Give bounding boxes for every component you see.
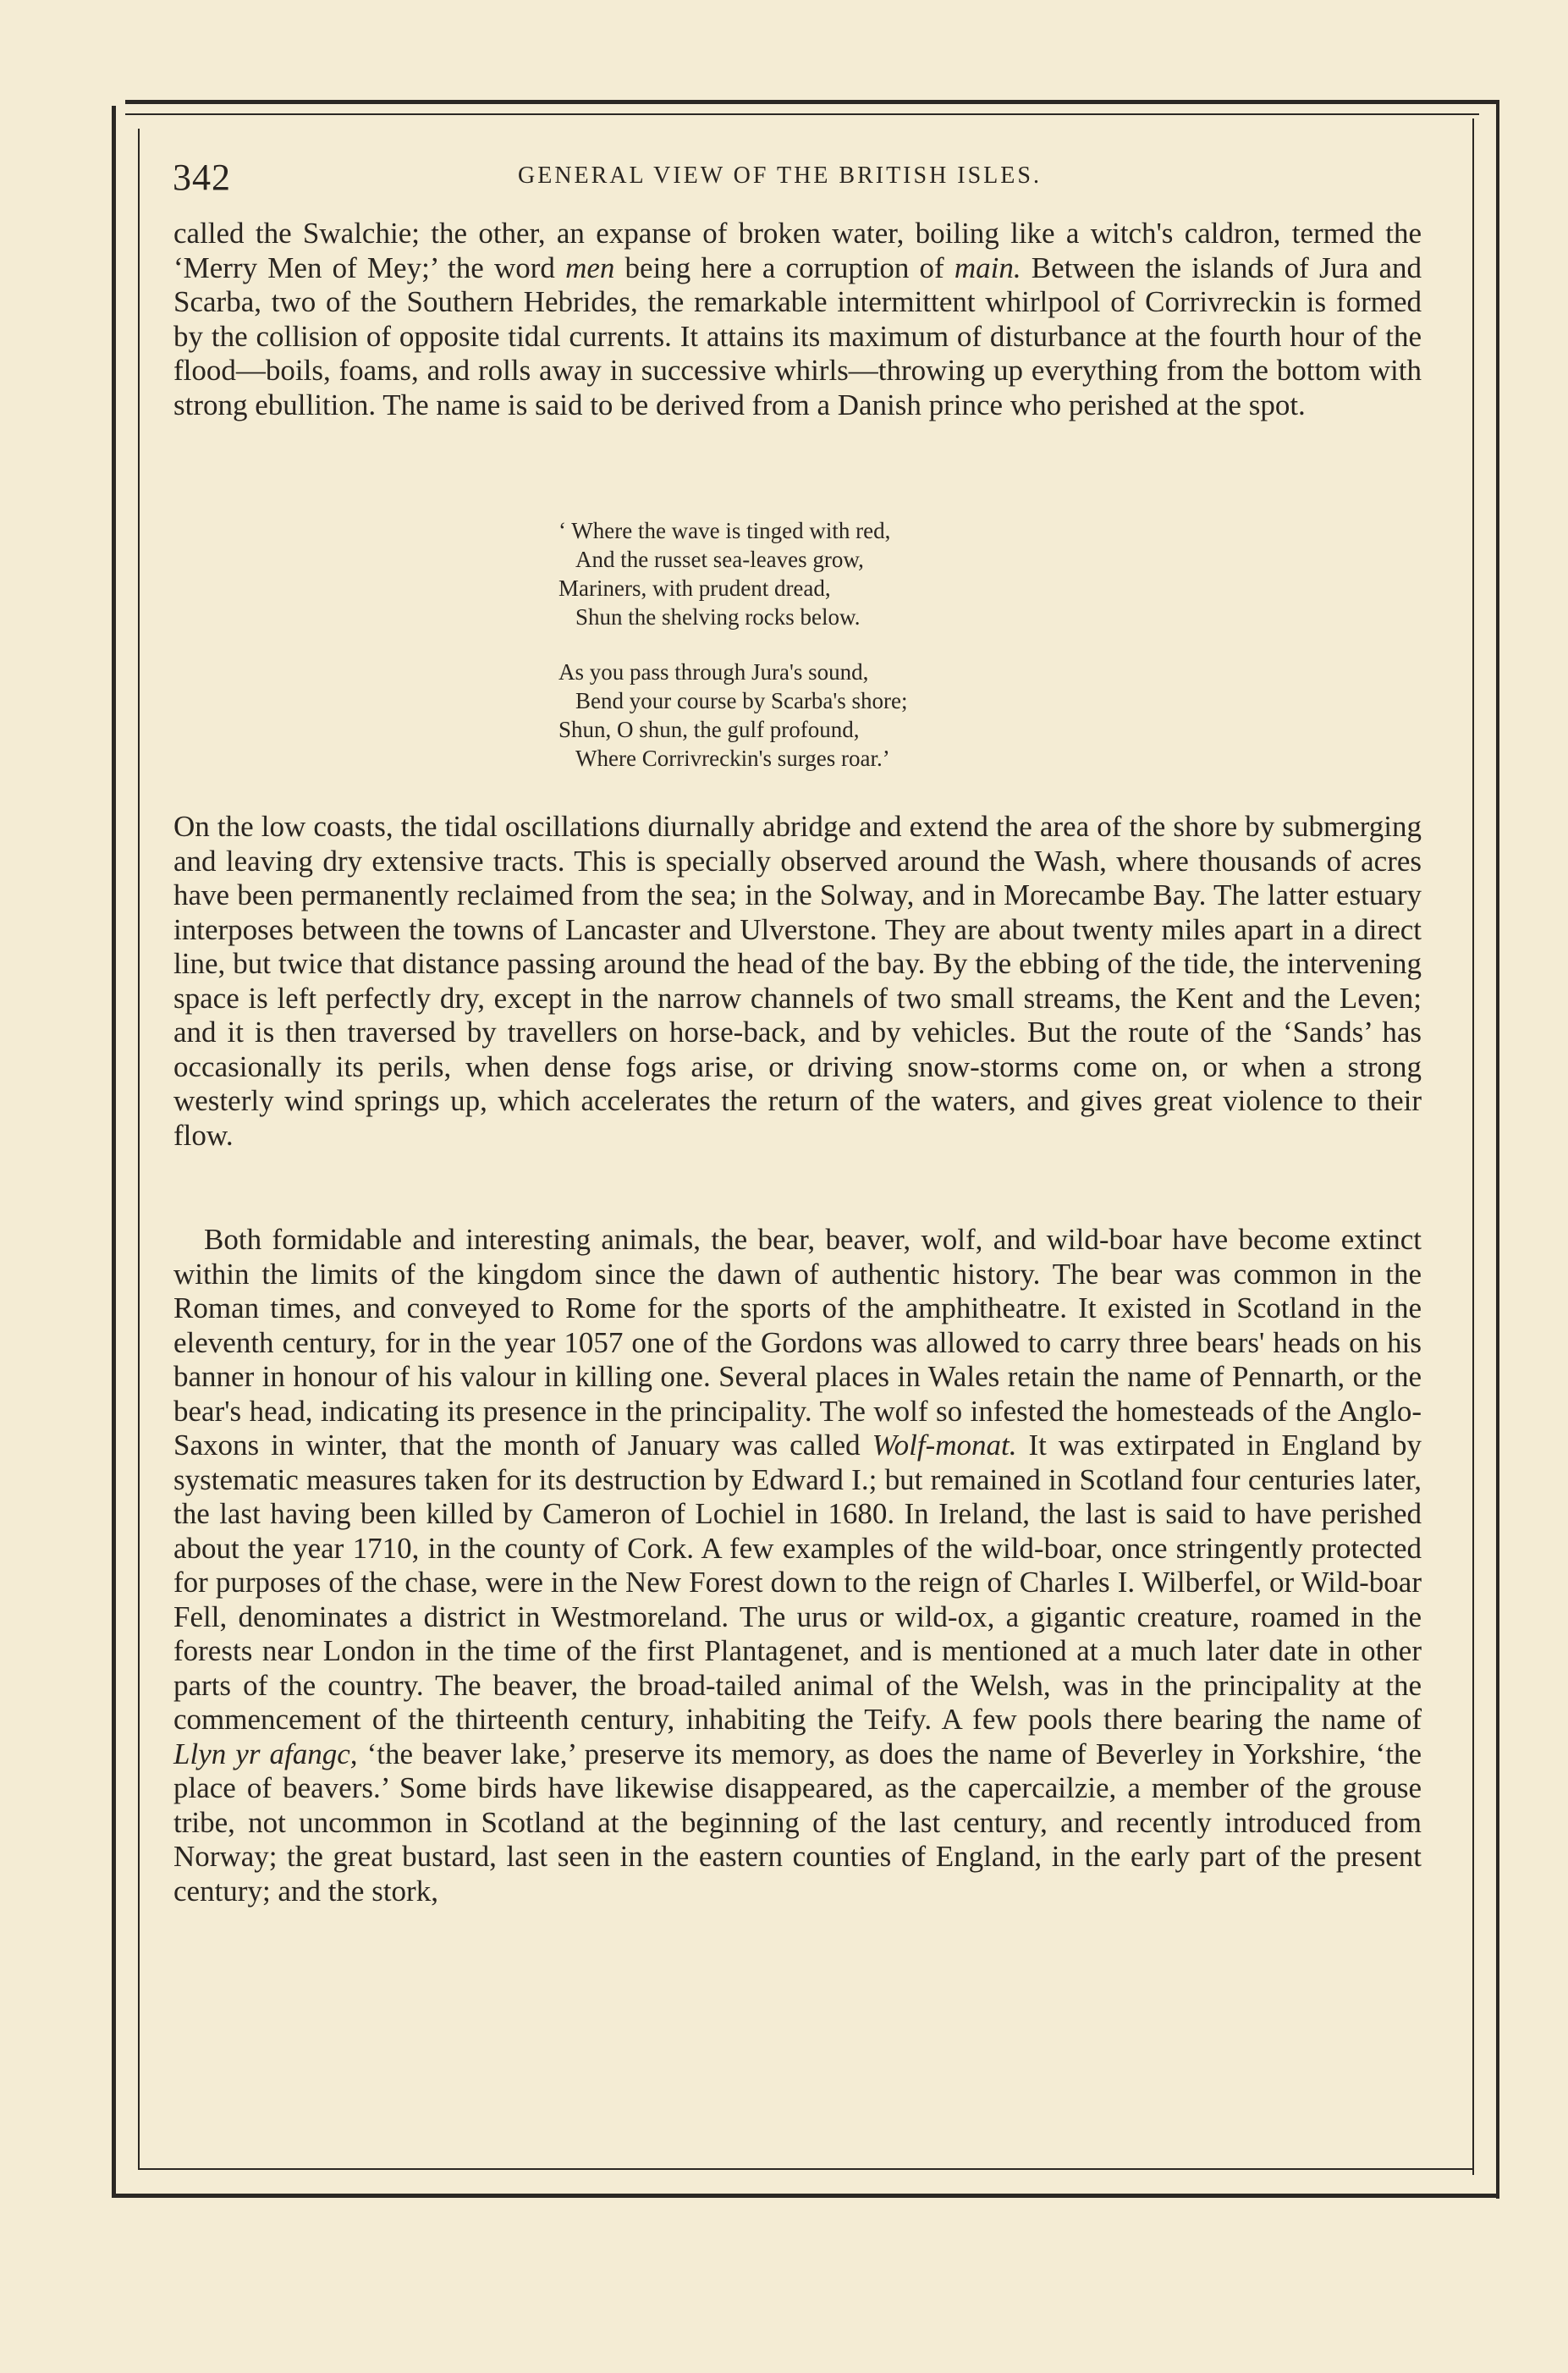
- italic-word-men: men: [565, 251, 615, 284]
- poem-stanza-2: [558, 658, 1151, 773]
- paragraph-tidal-coasts: On the low coasts, the tidal oscillations diurnally abridge and extend the area of the shore by submerging and leaving dry extensive tracts. This is specially observed around the Wash, where thousands of acres have been permanently reclaimed from the sea; in the Solway, and in Morecambe Bay. The latter estuary interposes between the towns of Lancaster and Ulverstone. They are about twenty miles apart in a direct line, but twice that distance passing around the head of the bay. By the ebbing of the tide, the intervening space is left perfectly dry, except in the narrow channels of two small streams, the Kent and the Leven; and it is then traversed by travellers on horse-back, and by vehicles. But the route of the ‘Sands’ has occasionally its perils, when dense fogs arise, or driving snow-storms come on, or when a strong westerly wind springs up, which accelerates the return of the waters, and gives great violence to their flow.: [173, 810, 1422, 1152]
- poem-line: Where Corrivreckin's surges roar.’: [575, 746, 890, 771]
- poem-line: Shun the shelving rocks below.: [575, 604, 861, 630]
- poem-line: ‘ Where the wave is tinged with red,: [558, 518, 891, 543]
- paragraph-text: Both formidable and interesting animals, the bear, beaver, wolf, and wild-boar have become extinct within the limits of the kingdom since the dawn of authentic history. The bear was common in the Roman times, and conveyed to Rome for the sports of the amphitheatre. It existed in Scotland in the eleventh century, for in the year 1057 one of the Gordons was allowed to carry three bears' heads on his banner in honour of his valour in killing one. Several places in Wales retain the name of Pennarth, or the bear's head, indicating its presence in the principality. The wolf so infested the homesteads of the Anglo-Saxons in winter, that the month of January was called: [173, 1223, 1422, 1462]
- poem-line: As you pass through Jura's sound,: [558, 659, 869, 685]
- poem-line: Mariners, with prudent dread,: [558, 575, 831, 601]
- paragraph-whirlpools: [173, 217, 1422, 422]
- paragraph-text: being here a corruption of: [614, 251, 955, 284]
- paragraph-text: ‘the beaver lake,’ preserve its memory, as does the name of Beverley in Yorkshire, ‘the place of beavers.’ Some birds have likewise disappeared, as the capercailzie, a member of the grouse tribe, not uncommon in Scotland at the beginning of the last century, and recently introduced from Norway; the great bustard, last seen in the eastern counties of England, in the early part of the present century; and the stork,: [173, 1737, 1422, 1908]
- frame-rule-top-outer: [125, 100, 1496, 104]
- frame-rule-bottom-inner: [138, 2168, 1472, 2170]
- page-number: 342: [173, 157, 231, 198]
- frame-rule-right-inner: [1472, 118, 1474, 2175]
- italic-word-main: main.: [954, 251, 1021, 284]
- poem-line: Shun, O shun, the gulf profound,: [558, 717, 860, 742]
- italic-term-wolf-monat: Wolf-monat.: [872, 1429, 1017, 1462]
- paragraph-text: called the Swalchie; the other, an expanse of broken water, boiling like a witch's caldron, termed the ‘Merry Men of Mey;’ the word: [173, 217, 1422, 284]
- poem-line: Bend your course by Scarba's shore;: [575, 688, 908, 713]
- italic-term-llyn-yr-afangc: Llyn yr afangc,: [173, 1737, 358, 1770]
- paragraph-extinct-animals: [173, 1223, 1422, 1908]
- paragraph-text: Between the islands of Jura and Scarba, two of the Southern Hebrides, the remarkable intermittent whirlpool of Corrivreckin is formed by the collision of opposite tidal currents. It attains its maximum of disturbance at the fourth hour of the flood—boils, foams, and rolls away in successive whirls—throwing up everything from the bottom with strong ebullition. The name is said to be derived from a Danish prince who perished at the spot.: [173, 251, 1422, 421]
- frame-rule-bottom-outer: [112, 2194, 1498, 2198]
- running-title: GENERAL VIEW OF THE BRITISH ISLES.: [518, 162, 1042, 189]
- frame-rule-left-outer: [112, 106, 116, 2196]
- frame-rule-left-inner: [138, 129, 140, 2168]
- frame-rule-top-inner: [125, 113, 1479, 115]
- poem-line: And the russet sea-leaves grow,: [575, 547, 864, 572]
- paragraph-text: It was extirpated in England by systematic measures taken for its destruction by Edward I.; but remained in Scotland four centuries later, the last having been killed by Cameron of Lochiel in 1680. In Ireland, the last is said to have perished about the year 1710, in the county of Cork. A few examples of the wild-boar, once stringently protected for purposes of the chase, were in the New Forest down to the reign of Charles I. Wilberfel, or Wild-boar Fell, denominates a district in Westmoreland. The urus or wild-ox, a gigantic creature, roamed in the forests near London in the time of the first Plantagenet, and is mentioned at a much later date in other parts of the country. The beaver, the broad-tailed animal of the Welsh, was in the principality at the commencement of the thirteenth century, inhabiting the Teify. A few pools there bearing the name of: [173, 1429, 1422, 1736]
- frame-rule-right-outer: [1496, 100, 1499, 2199]
- poem-stanza-1: [558, 516, 1151, 631]
